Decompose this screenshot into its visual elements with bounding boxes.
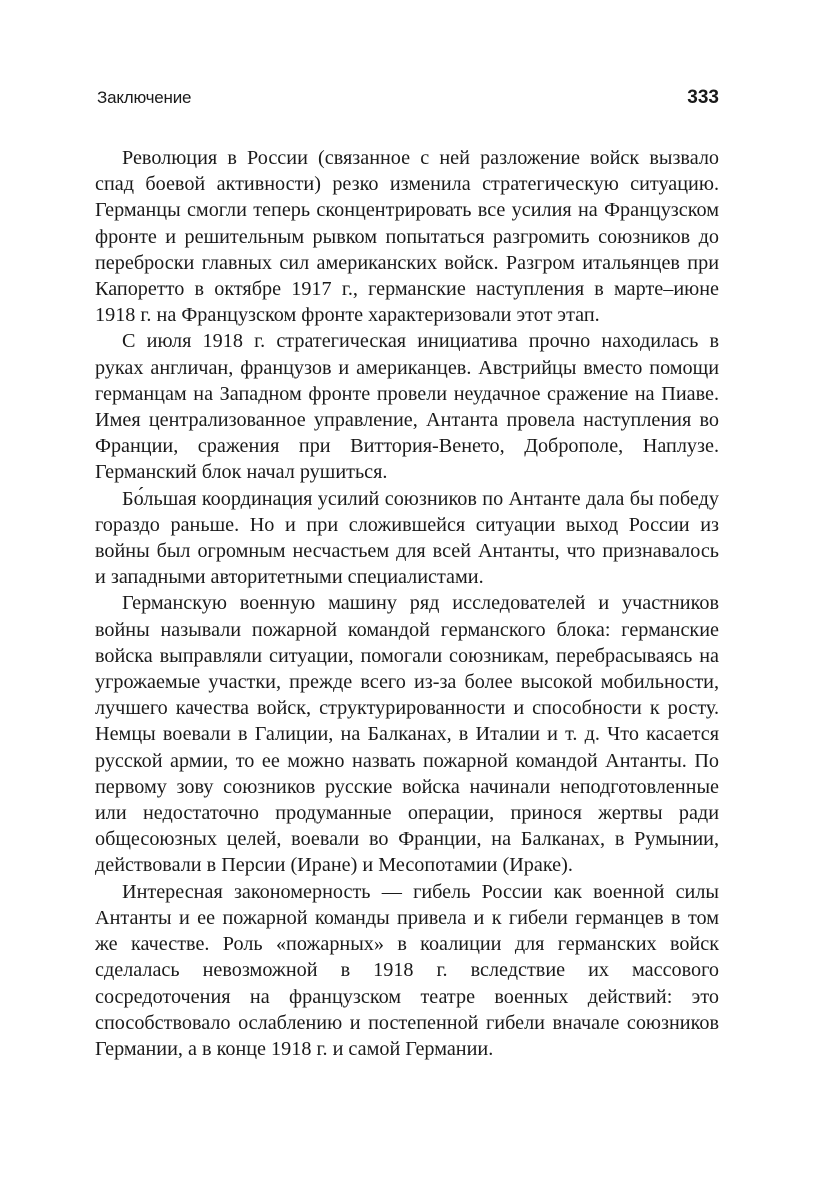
- paragraph: Германскую военную машину ряд исследователей и участников войны называли пожарной командой германского блока: германские войска выправляли ситуации, помогали союзникам, перебрасываясь на угрожаемые участки, прежде всего из-за более высокой мобильности, лучшего качества войск, структурированности и способности к росту. Немцы воевали в Галиции, на Балканах, в Италии и т. д. Что касается русской армии, то ее можно назвать пожарной командой Антанты. По первому зову союзников русские войска начинали неподготовленные или недостаточно продуманные операции, принося жертвы ради общесоюзных целей, воевали во Франции, на Балканах, в Румынии, действовали в Персии (Иране) и Месопотамии (Ираке).: [95, 592, 719, 877]
- section-title: Заключение: [97, 88, 192, 107]
- paragraph: Революция в России (связанное с ней разложение войск вызвало спад боевой активности) резко изменила стратегическую ситуацию. Германцы смогли теперь сконцентрировать все усилия на Французском фронте и решительным рывком попытаться разгромить союзников до переброски главных сил американских войск. Разгром итальянцев при Капоретто в октябре 1917 г., германские наступления в марте–июне 1918 г. на Французском фронте характеризовали этот этап.: [95, 147, 719, 327]
- running-head: [97, 87, 719, 109]
- page-number: 333: [687, 87, 719, 108]
- paragraph: Интересная закономерность — гибель России как военной силы Антанты и ее пожарной команды привела и к гибели германцев в том же качестве. Роль «пожарных» в коалиции для германских войск сделалась невозможной в 1918 г. вследствие их массового сосредоточения на французском театре военных действий: это способствовало ослаблению и постепенной гибели вначале союзников Германии, а в конце 1918 г. и самой Германии.: [95, 880, 719, 1060]
- body-text: [95, 145, 719, 1062]
- paragraph: Бо́льшая координация усилий союзников по Антанте дала бы победу гораздо раньше. Но и при сложившейся ситуации выход России из войны был огромным несчастьем для всей Антанты, что признавалось и западными авторитетными специалистами.: [95, 487, 719, 589]
- paragraph: С июля 1918 г. стратегическая инициатива прочно находилась в руках англичан, французов и американцев. Австрийцы вместо помощи германцам на Западном фронте провели неудачное сражение на Пиаве. Имея централизованное управление, Антанта провела наступления во Франции, сражения при Виттория-Венето, Доброполе, Наплузе. Германский блок начал рушиться.: [95, 330, 719, 484]
